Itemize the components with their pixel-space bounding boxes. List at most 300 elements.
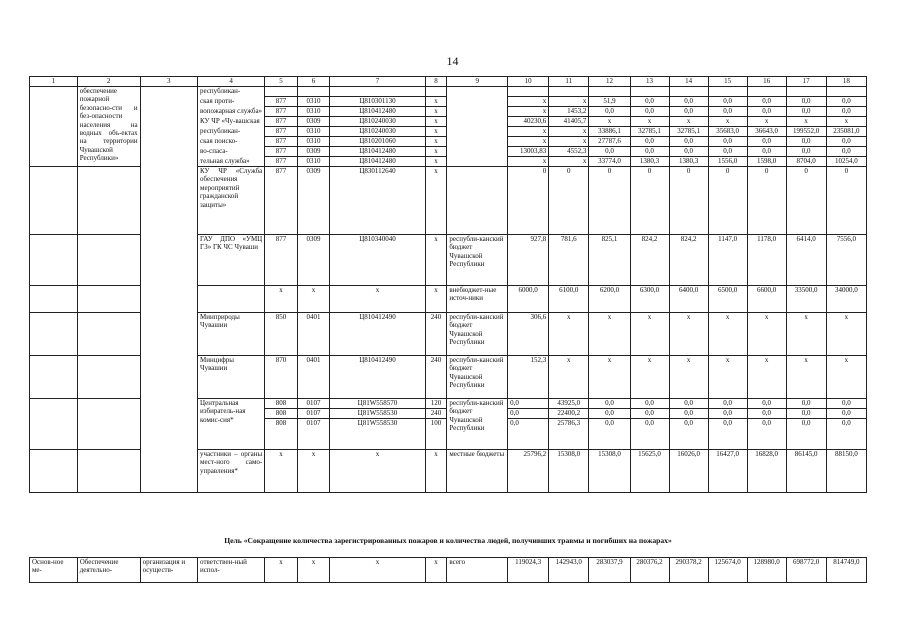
table-cell: 280376,2 [630,558,669,583]
table-cell [630,87,669,97]
table-cell: 15 [708,77,747,87]
table-cell: x [549,137,589,147]
table-cell: Ц810201060 [330,137,425,147]
table-cell: 283037,9 [589,558,630,583]
table-cell [708,87,747,97]
table-cell: x [425,450,447,493]
table-cell: обеспечение пожарной безопасно-сти и без-опасности населения на водных объ-ектах на территории Чувашской Республики» [77,87,140,167]
table-cell: 33774,0 [589,157,630,167]
table-cell: x [425,107,447,117]
table-cell: 0 [747,167,786,235]
table-cell: 16026,0 [669,450,708,493]
table-cell [589,87,630,97]
table-cell: x [330,450,425,493]
table-cell: x [826,313,866,356]
table-cell: 32785,1 [630,127,669,137]
table-cell: республи-канский бюджет Чувашской Республики [447,313,508,356]
table-cell: 6414,0 [786,235,826,286]
table-cell: 22400,2 [549,409,589,419]
table-cell: 814749,0 [826,558,866,583]
table-cell: x [549,157,589,167]
table-cell: 877 [265,167,298,235]
table-cell: x [425,157,447,167]
table-cell: 128980,0 [747,558,786,583]
table-cell: Минцифры Чувашии [198,356,265,399]
table-cell: x [297,286,330,313]
table-cell: 6600,0 [747,286,786,313]
table-cell: Ц810240030 [330,127,425,137]
table-cell [30,356,78,399]
table-cell: x [425,117,447,127]
table-cell: 4 [198,77,265,87]
table-cell: Ц810301130 [330,97,425,107]
table-cell [30,167,78,235]
table-cell: 824,2 [669,235,708,286]
table-cell: 870 [265,356,298,399]
table-cell: 0310 [297,157,330,167]
table-cell: 51,9 [589,97,630,107]
table-cell: x [826,117,866,127]
table-cell: Ц810412490 [330,356,425,399]
table-cell: x [630,356,669,399]
table-cell: республи-канский бюджет Чувашской Республики [447,356,508,399]
table-cell: 0 [630,167,669,235]
table-cell [77,356,140,399]
table-cell: x [630,313,669,356]
table-cell: x [708,356,747,399]
table-cell: 0107 [297,409,330,419]
table-cell: x [425,137,447,147]
table-cell: 0,0 [708,147,747,157]
table-cell [508,87,549,97]
table-cell: 0309 [297,167,330,235]
table-cell: 0,0 [747,107,786,117]
table-cell: 1380,3 [669,157,708,167]
table-cell: 15625,0 [630,450,669,493]
table-row [30,558,867,583]
table-cell: x [425,147,447,157]
table-cell [30,235,78,286]
table-cell: x [549,127,589,137]
table-cell: 0,0 [669,399,708,409]
table-cell: x [330,558,425,583]
table-cell: 88150,0 [826,450,866,493]
table-cell: 0 [589,167,630,235]
table-cell: 0,0 [747,137,786,147]
table-cell: 0,0 [826,107,866,117]
table-cell: 10254,0 [826,157,866,167]
table-cell: 0 [786,167,826,235]
table-cell: 0,0 [708,97,747,107]
table-cell: 0,0 [589,107,630,117]
table-cell: 15308,0 [549,450,589,493]
table-cell: Минприроды Чувашии [198,313,265,356]
table-cell: 0,0 [708,419,747,450]
table-cell: 119024,3 [508,558,549,583]
table-cell [30,450,78,493]
table-cell: 152,3 [508,356,549,399]
table-cell: 25796,2 [508,450,549,493]
table-cell: 0309 [297,147,330,157]
table-cell: 125674,0 [708,558,747,583]
table-cell: 0,0 [747,419,786,450]
table-cell: x [708,117,747,127]
table-cell: 0 [549,167,589,235]
table-cell: x [508,157,549,167]
table-cell: x [549,356,589,399]
table-cell: 4552,3 [549,147,589,157]
table-cell: 0,0 [786,399,826,409]
table-cell: 0,0 [669,419,708,450]
table-cell: республикан- [198,87,265,97]
table-cell: республи-канский бюджет Чувашской Республики [447,235,508,286]
table-cell: x [826,356,866,399]
table-cell: Ц810412480 [330,157,425,167]
table-cell: Ц810412480 [330,107,425,117]
table-cell: 0310 [297,97,330,107]
table-cell: 0,0 [786,97,826,107]
table-cell: 0,0 [708,399,747,409]
table-cell: 25786,3 [549,419,589,450]
table-cell: 120 [425,399,447,409]
table-row [30,87,867,97]
table-cell [447,87,508,167]
table-cell: КУ ЧР «Служба обеспечения мероприятий гражданской защиты» [198,167,265,235]
page-number: 14 [446,54,459,68]
table-cell: 18 [826,77,866,87]
table-cell: x [669,117,708,127]
table-cell: 40230,6 [508,117,549,127]
table-cell: 0 [826,167,866,235]
table-cell: 877 [265,97,298,107]
table-cell: x [786,356,826,399]
table-cell: 199552,0 [786,127,826,137]
table-cell: 41405,7 [549,117,589,127]
table-cell: Ц810412480 [330,147,425,157]
table-cell: x [747,356,786,399]
table-cell [30,87,78,167]
table-cell: 8 [425,77,447,87]
table-cell: 0,0 [508,419,549,450]
table-cell: Ц81W558530 [330,409,425,419]
table-cell: 877 [265,137,298,147]
table-cell [447,167,508,235]
table-cell: 0,0 [747,399,786,409]
table-cell [265,87,298,97]
table-cell: во-спаса- [198,147,265,157]
table-cell [30,313,78,356]
table-cell: x [708,313,747,356]
table-cell: x [265,286,298,313]
table-cell: 877 [265,127,298,137]
table-cell: 0,0 [708,107,747,117]
table-cell: x [589,313,630,356]
table-cell: 850 [265,313,298,356]
table-cell: 0,0 [669,409,708,419]
table-cell: 877 [265,117,298,127]
table-cell: x [549,313,589,356]
table-cell [77,399,140,450]
table-cell [297,87,330,97]
table-cell: республи-канский бюджет Чувашской Республики [447,399,508,450]
table-cell: ская проти- [198,97,265,107]
table-cell: Ц81W558570 [330,399,425,409]
table-cell: 0,0 [630,107,669,117]
table-cell: 0401 [297,313,330,356]
table-cell: 877 [265,107,298,117]
table-cell: x [425,167,447,235]
table-cell: 1147,0 [708,235,747,286]
table-cell: 7 [330,77,425,87]
table-cell [77,313,140,356]
table-cell: 12 [589,77,630,87]
table-cell: 0107 [297,419,330,450]
table-cell: 0,0 [630,419,669,450]
table-cell: 0,0 [826,399,866,409]
table-cell: 698772,0 [786,558,826,583]
table-cell: 0,0 [630,409,669,419]
table-cell: Ц810340040 [330,235,425,286]
table-cell: x [669,356,708,399]
table-cell: участники – органы мест-ного само-управления* [198,450,265,493]
table-cell: местные бюджеты [447,450,508,493]
table-cell: 142943,0 [549,558,589,583]
table-cell: 808 [265,399,298,409]
table-cell [330,87,425,97]
table-cell: 877 [265,157,298,167]
table-cell: 0,0 [747,409,786,419]
table-cell: x [265,450,298,493]
table-cell [77,286,140,313]
table-cell: 877 [265,147,298,157]
table-cell [669,87,708,97]
table-cell: 0 [708,167,747,235]
table-cell: 290378,2 [669,558,708,583]
table-cell: x [786,117,826,127]
table-cell: 0309 [297,235,330,286]
table-cell: 0,0 [786,107,826,117]
table-cell: 0,0 [630,147,669,157]
table-cell: 9 [447,77,508,87]
table-cell: 1 [30,77,78,87]
table-cell: x [786,313,826,356]
table-cell: 3 [140,77,197,87]
table-cell: 43925,0 [549,399,589,409]
table-cell: 240 [425,409,447,419]
table-cell: ответствен-ный испол- [198,558,265,583]
table-cell: x [589,117,630,127]
table-cell: 1598,0 [747,157,786,167]
table-cell: 1380,3 [630,157,669,167]
table-cell: 235081,0 [826,127,866,137]
table-cell: 0310 [297,137,330,147]
table-cell: x [297,558,330,583]
table-cell: x [425,235,447,286]
table-cell: 27787,6 [589,137,630,147]
table-cell: Ц830112640 [330,167,425,235]
table-cell: 240 [425,356,447,399]
table-cell: 0,0 [826,419,866,450]
table-cell: 5 [265,77,298,87]
table-cell: 6200,0 [589,286,630,313]
table-cell: 0310 [297,107,330,117]
table-cell: 0,0 [508,399,549,409]
table-cell: 0,0 [508,409,549,419]
table-cell: 1453,2 [549,107,589,117]
header-row [30,77,867,87]
table-cell: 32785,1 [669,127,708,137]
table-cell: 0,0 [786,419,826,450]
table-cell: 808 [265,419,298,450]
table-cell: x [265,558,298,583]
table-cell: 6100,0 [549,286,589,313]
table-cell: x [549,97,589,107]
table-cell: 15308,0 [589,450,630,493]
table-cell: Ц810240030 [330,117,425,127]
table-cell: 100 [425,419,447,450]
table-cell: x [330,286,425,313]
table-cell: 6400,0 [669,286,708,313]
table-cell: ская поиско- [198,137,265,147]
table-cell: x [425,127,447,137]
table-cell: 0,0 [669,137,708,147]
table-cell: 10 [508,77,549,87]
table-cell [77,235,140,286]
table-cell: 0401 [297,356,330,399]
table-cell: всего [447,558,508,583]
table-cell: 0,0 [669,107,708,117]
table-cell [30,399,78,450]
table-cell: 0,0 [589,409,630,419]
table-cell: 0,0 [747,97,786,107]
table-cell: 14 [669,77,708,87]
table-cell: Обеспечение деятельно- [77,558,140,583]
table-cell: 0,0 [708,137,747,147]
table-cell [549,87,589,97]
table-cell: 0,0 [786,137,826,147]
table-cell [747,87,786,97]
table-cell: 35683,0 [708,127,747,137]
table-cell: x [425,286,447,313]
table-cell: 927,8 [508,235,549,286]
table-cell: 0310 [297,127,330,137]
table-cell: 6300,0 [630,286,669,313]
goal-table [29,557,867,583]
table-cell: 0,0 [786,409,826,419]
table-cell: 825,1 [589,235,630,286]
table-cell: КУ ЧР «Чу-вашская [198,117,265,127]
table-cell: 824,2 [630,235,669,286]
table-cell: 0,0 [630,399,669,409]
table-cell: 34000,0 [826,286,866,313]
table-cell: 1556,0 [708,157,747,167]
table-cell: 0,0 [589,147,630,157]
table-cell: внебюджет-ные источ-ники [447,286,508,313]
table-cell: 0,0 [708,409,747,419]
table-cell [77,450,140,493]
table-cell: 0,0 [589,419,630,450]
table-cell: 0,0 [826,409,866,419]
table-cell: 16828,0 [747,450,786,493]
table-cell: Основ-ное ме- [30,558,78,583]
table-cell: x [425,97,447,107]
table-cell: 86145,0 [786,450,826,493]
table-cell: республикан- [198,127,265,137]
table-cell: x [425,558,447,583]
table-cell: x [508,127,549,137]
table-cell: 781,6 [549,235,589,286]
table-cell: Ц81W558530 [330,419,425,450]
table-cell [77,167,140,235]
table-cell: x [297,450,330,493]
table-cell [425,87,447,97]
table-cell: вопожарная служба» [198,107,265,117]
table-cell: 0,0 [826,97,866,107]
table-cell: 0,0 [630,137,669,147]
table-cell: 33886,1 [589,127,630,137]
table-cell [198,286,265,313]
table-cell: 2 [77,77,140,87]
table-cell: 13 [630,77,669,87]
table-cell: 7556,0 [826,235,866,286]
table-cell: 0,0 [589,399,630,409]
table-cell: Центральная избиратель-ная комис-сия* [198,399,265,450]
table-cell: 36643,0 [747,127,786,137]
table-cell: 0,0 [826,137,866,147]
table-cell: 0,0 [826,147,866,157]
table-cell: 240 [425,313,447,356]
table-cell: 33500,0 [786,286,826,313]
table-cell: x [589,356,630,399]
table-cell: x [508,137,549,147]
table-cell: 877 [265,235,298,286]
table-cell: 8704,0 [786,157,826,167]
table-cell: x [669,313,708,356]
table-cell: ГАУ ДПО «УМЦ ГЗ» ГК ЧС Чуваши [198,235,265,286]
table-cell: 0,0 [747,147,786,157]
table-cell: 306,6 [508,313,549,356]
table-cell: 0 [508,167,549,235]
table-cell: 16 [747,77,786,87]
table-cell: 1178,0 [747,235,786,286]
table-cell: 0,0 [786,147,826,157]
table-cell: x [508,97,549,107]
budget-table [29,76,867,493]
table-cell: 11 [549,77,589,87]
table-cell [30,286,78,313]
table-cell: 6000,0 [508,286,549,313]
table-cell: 17 [786,77,826,87]
table-cell: 13003,83 [508,147,549,157]
table-cell: тельная служба» [198,157,265,167]
table-cell: 0107 [297,399,330,409]
table-cell: 6 [297,77,330,87]
table-cell: x [747,313,786,356]
table-cell: 6500,0 [708,286,747,313]
table-cell: 0309 [297,117,330,127]
table-cell: организация и осуществ- [140,558,197,583]
table-cell: 0,0 [669,147,708,157]
table-cell: x [747,117,786,127]
table-cell: 16427,0 [708,450,747,493]
goal-title: Цель «Сокращение количества зарегистрированных пожаров и количества людей, получивших травмы и погибших на пожарах» [224,536,672,545]
table-cell: 808 [265,409,298,419]
table-cell: x [508,107,549,117]
table-cell [786,87,826,97]
table-cell: x [630,117,669,127]
table-cell: Ц810412490 [330,313,425,356]
table-cell [140,87,197,493]
